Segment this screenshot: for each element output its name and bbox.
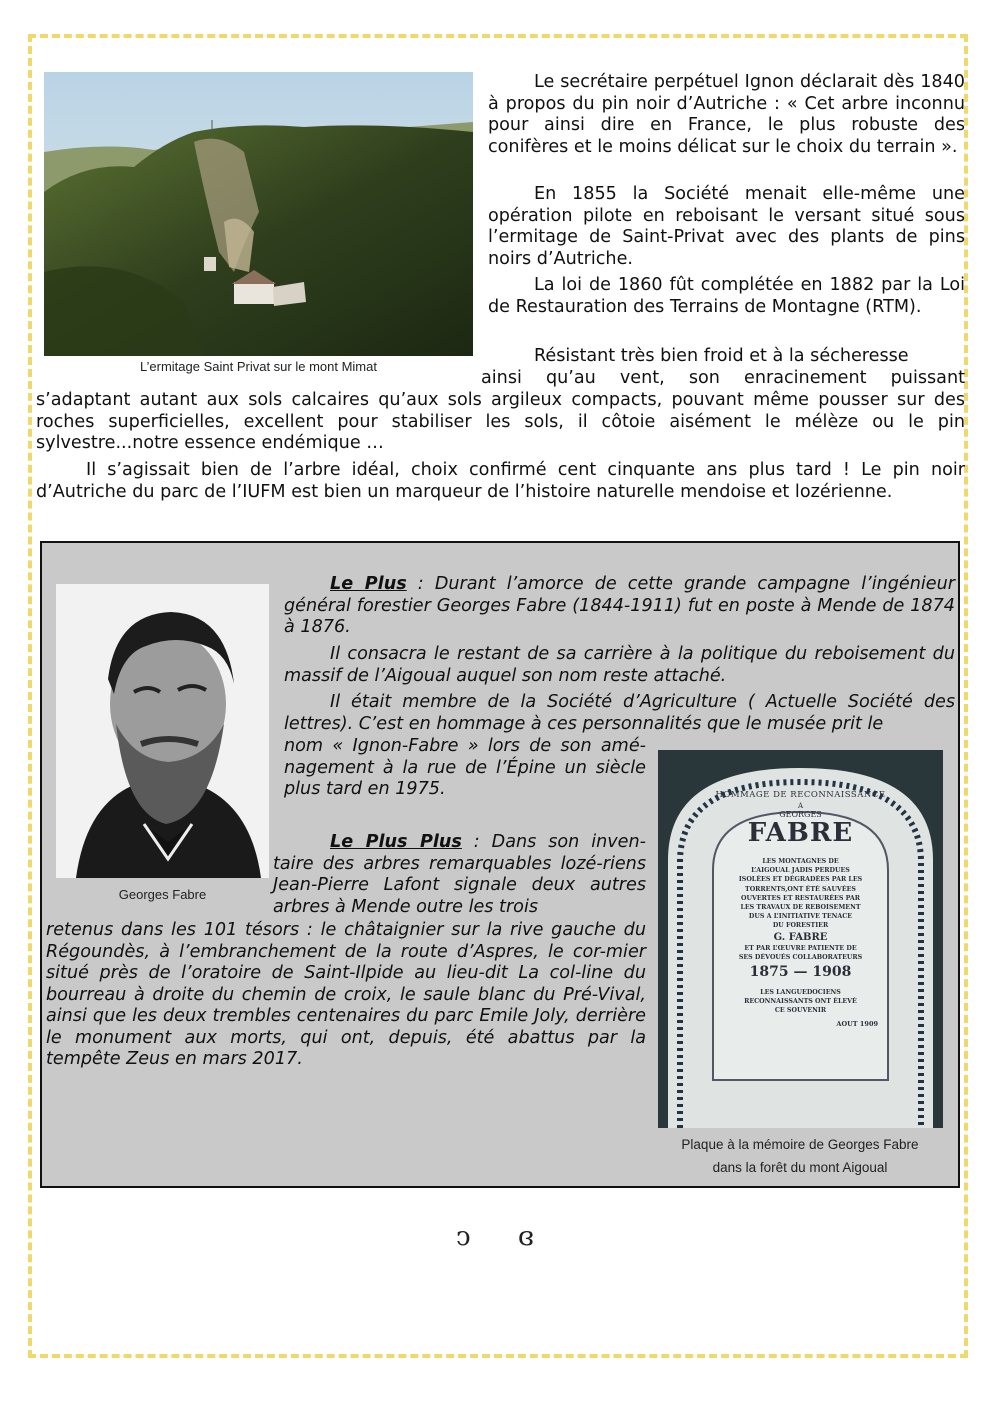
top-paragraph-4-rest: s’adaptant autant aux sols calcaires qu’aux sols argileux compacts, pouvant même pousser sur des roches superficielles, excellent pour stabiliser les sols, il côtoie aisément le mélèze ou le pin sylvestre...notre essence endémique … — [36, 390, 965, 453]
le-plus-heading: Le Plus — [330, 574, 407, 594]
top-paragraph-4-line-2: ainsi qu’au vent, son enracinement puissant — [481, 368, 965, 388]
plaque-arch-text: HOMMAGE DE RECONNAISSANCE — [715, 790, 886, 800]
box-paragraph-1 — [284, 574, 955, 639]
plaque-first-name: GEORGES — [779, 810, 822, 819]
plaque-line: ET PAR L’ŒUVRE PATIENTE DE — [744, 944, 857, 952]
box-paragraph-3-cont: nom « Ignon-Fabre » lors de son amé-nagement à la rue de l’Épine un siècle plus tard en 1975. — [284, 736, 646, 799]
plaque-line: DU FORESTIER — [772, 922, 829, 930]
plaque-line: L’AIGOUAL JADIS PERDUES — [751, 867, 850, 875]
box-paragraph-2: Il consacra le restant de sa carrière à la politique du reboisement du massif de l’Aigoual auquel son nom reste attaché. — [284, 644, 955, 686]
box-paragraph-4 — [273, 832, 646, 918]
plaque-date: AOUT 1909 — [836, 1019, 878, 1028]
plaque-line: TORRENTS,ONT ÉTÉ SAUVÉES — [745, 885, 856, 893]
plaque-caption-line-2: dans la forêt du mont Aigoual — [712, 1160, 888, 1175]
plaque-line: DUS A L’INITIATIVE TENACE — [748, 913, 853, 921]
plaque-line: CE SOUVENIR — [774, 1007, 827, 1015]
plaque-years: 1875 — 1908 — [749, 964, 852, 981]
box-paragraph-4-cont: retenus dans les 101 tésors : le châtaignier sur la rive gauche du Régoundès, à l’embranchement de la route d’Aspres, le cor-mier situé près de l’oratoire de Saint-Ilpide au lieu-dit La col-line du bourreau à droite du chemin de croix, le saule blanc du Pré-Vival, ainsi que les deux trembles centenaires du parc Emile Joly, derrière le monument aux morts, qui ont, depuis, été abattus par la tempête Zeus en mars 2017. — [46, 920, 646, 1069]
plaque-caption-line-1: Plaque à la mémoire de Georges Fabre — [681, 1137, 919, 1152]
plaque-line: SES DÉVOUÉS COLLABORATEURS — [738, 953, 863, 961]
box-paragraph-4-text: : Dans son inven-taire des arbres remarquables lozé-riens Jean-Pierre Lafont signale deux autres arbres à Mende outre les trois — [273, 832, 646, 917]
top-paragraph-2: En 1855 la Société menait elle-même une opération pilote en reboisant le versant situé sous l’ermitage de Saint-Privat avec des plants de pins noirs d’Autriche. — [488, 184, 965, 269]
plaque-inscription — [713, 790, 888, 1028]
plaque-line: RECONNAISSANTS ONT ÉLEVÉ — [744, 998, 857, 1006]
plaque-line: LES TRAVAUX DE REBOISEMENT — [740, 904, 861, 912]
plaque-line: LES MONTAGNES DE — [762, 858, 839, 865]
ornament-right-icon: ɞ — [518, 1222, 534, 1252]
box-paragraph-1-text: : Durant l’amorce de cette grande campagne l’ingénieur général forestier Georges Fabre (1844-1911) fut en poste à Mende de 1874 à 1876. — [284, 574, 955, 637]
box-paragraph-3: Il était membre de la Société d’Agriculture ( Actuelle Société des lettres). C’est en hommage à ces personnalités que le musée prit le — [284, 692, 955, 734]
hermitage-caption: L’ermitage Saint Privat sur le mont Mimat — [140, 359, 377, 374]
plaque-line: LES LANGUEDOCIENS — [760, 989, 841, 997]
fabre-plaque-photo — [658, 750, 943, 1128]
top-paragraph-5: Il s’agissait bien de l’arbre idéal, choix confirmé cent cinquante ans plus tard ! Le pin noir d’Autriche du parc de l’IUFM est bien un marqueur de l’histoire naturelle mendoise et lozérienne. — [36, 460, 965, 502]
plaque-line: OUVERTES ET RESTAURÉES PAR — [741, 894, 860, 902]
plaque-line: ISOLÉES ET DÉGRADÉES PAR LES — [738, 876, 863, 884]
ornament-left-icon: ↄ — [456, 1222, 471, 1252]
hermitage-photo — [44, 72, 473, 356]
le-plus-plus-heading: Le Plus Plus — [330, 832, 462, 852]
plaque-name: FABRE — [747, 818, 854, 848]
top-paragraph-1: Le secrétaire perpétuel Ignon déclarait dès 1840 à propos du pin noir d’Autriche : « Cet arbre inconnu pour ainsi dire en France, le plus robuste des conifères et le moins délicat sur le choix du terrain ». — [488, 72, 965, 157]
plaque-a: A — [797, 802, 804, 810]
georges-fabre-portrait — [56, 584, 269, 878]
top-paragraph-4-line-1: Résistant très bien froid et à la sécheresse — [534, 346, 909, 366]
top-paragraph-3: La loi de 1860 fût complétée en 1882 par la Loi de Restauration des Terrains de Montagne (RTM). — [488, 275, 965, 317]
portrait-caption: Georges Fabre — [118, 887, 207, 902]
plaque-line: G. FABRE — [773, 931, 828, 943]
